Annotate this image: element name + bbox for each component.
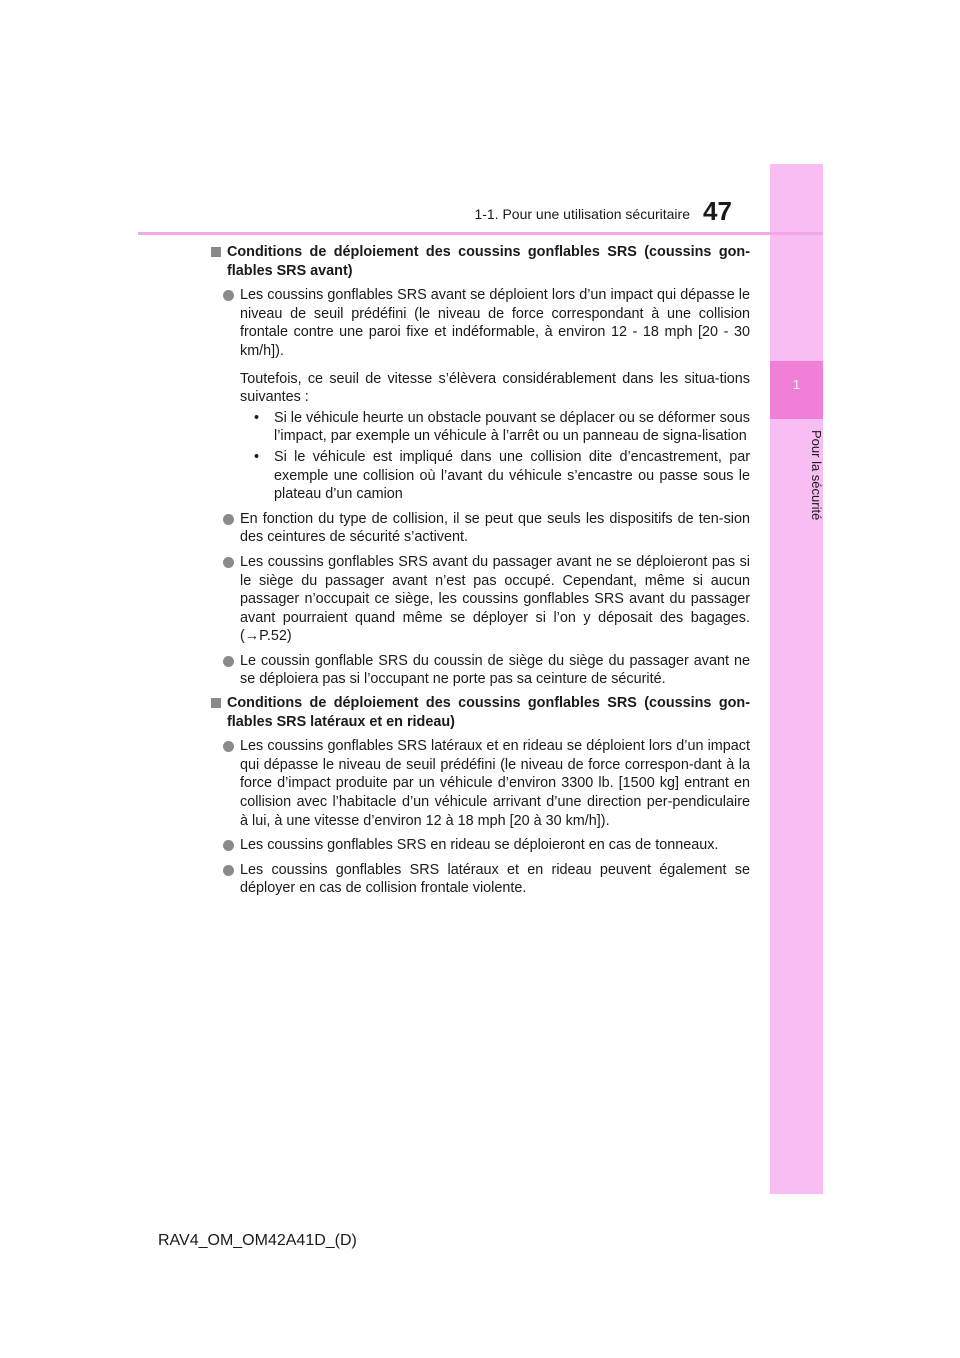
sub-list-item: • Si le véhicule est impliqué dans une collision dite d’encastrement, par exemple une collision où l’avant du véhicule s’encastre ou passe sous le plateau d’un camion <box>254 448 750 503</box>
list-item: En fonction du type de collision, il se peut que seuls les dispositifs de ten-sion des ceintures de sécurité s’activent. <box>210 510 750 547</box>
document-code: RAV4_OM_OM42A41D_(D) <box>158 1232 357 1249</box>
circle-bullet-icon <box>223 557 234 568</box>
section-title: 1-1. Pour une utilisation sécuritaire <box>474 206 690 222</box>
page-number: 47 <box>703 196 732 226</box>
paragraph: Toutefois, ce seuil de vitesse s’élèvera considérablement dans les situa-tions suivantes : <box>240 370 750 406</box>
circle-bullet-icon <box>223 656 234 667</box>
sub-list-item: • Si le véhicule heurte un obstacle pouvant se déplacer ou se déformer sous l’impact, par exemple un véhicule à l’arrêt ou un panneau de signa-lisation <box>254 409 750 445</box>
circle-bullet-icon <box>223 514 234 525</box>
side-tab <box>770 164 823 1194</box>
page-content <box>210 238 750 898</box>
list-item: Le coussin gonflable SRS du coussin de siège du siège du passager avant ne se déploiera pas si l’occupant ne porte pas sa ceinture de sécurité. <box>210 652 750 689</box>
list-item: Les coussins gonflables SRS avant du passager avant ne se déploieront pas si le siège du passager avant n’est pas occupé. Cependant, même si aucun passager n’occupait ce siège, les coussins gonflables SRS avant du passager avant pourraient quand même se déployer si l’on y déposait des bagages. (→P.52) <box>210 553 750 646</box>
square-bullet-icon <box>211 247 221 257</box>
circle-bullet-icon <box>223 290 234 301</box>
section-heading: Conditions de déploiement des coussins gonflables SRS (coussins gon-flables SRS avant) <box>210 243 750 280</box>
sub-bullet-marker: • <box>254 409 260 426</box>
section-heading: Conditions de déploiement des coussins gonflables SRS (coussins gon-flables SRS latéraux et en rideau) <box>210 694 750 731</box>
sub-bullet-marker: • <box>254 448 260 465</box>
circle-bullet-icon <box>223 741 234 752</box>
chapter-label: Pour la sécurité <box>809 430 824 521</box>
list-item: Les coussins gonflables SRS avant se déploient lors d’un impact qui dépasse le niveau de seuil prédéfini (le niveau de force correspondant à une collision frontale contre une paroi fixe et indéformable, à environ 12 - 18 mph [20 - 30 km/h]). <box>210 286 750 360</box>
square-bullet-icon <box>211 698 221 708</box>
list-item: Les coussins gonflables SRS en rideau se déploieront en cas de tonneaux. <box>210 836 750 855</box>
list-item: Les coussins gonflables SRS latéraux et en rideau se déploient lors d’un impact qui dépasse le niveau de seuil prédéfini (le niveau de force correspon-dant à la force d’impact produite par un véhicule d’environ 3300 lb. [1500 kg] entrant en collision avec l’habitacle d’un véhicule arrivant d’une direction per-pendiculaire à lui, à une vitesse d’environ 12 à 18 mph [20 à 30 km/h]). <box>210 737 750 830</box>
circle-bullet-icon <box>223 865 234 876</box>
list-item: Les coussins gonflables SRS latéraux et en rideau peuvent également se déployer en cas de collision frontale violente. <box>210 861 750 898</box>
chapter-number-tab: 1 <box>770 361 823 419</box>
circle-bullet-icon <box>223 840 234 851</box>
header-rule <box>138 232 823 235</box>
